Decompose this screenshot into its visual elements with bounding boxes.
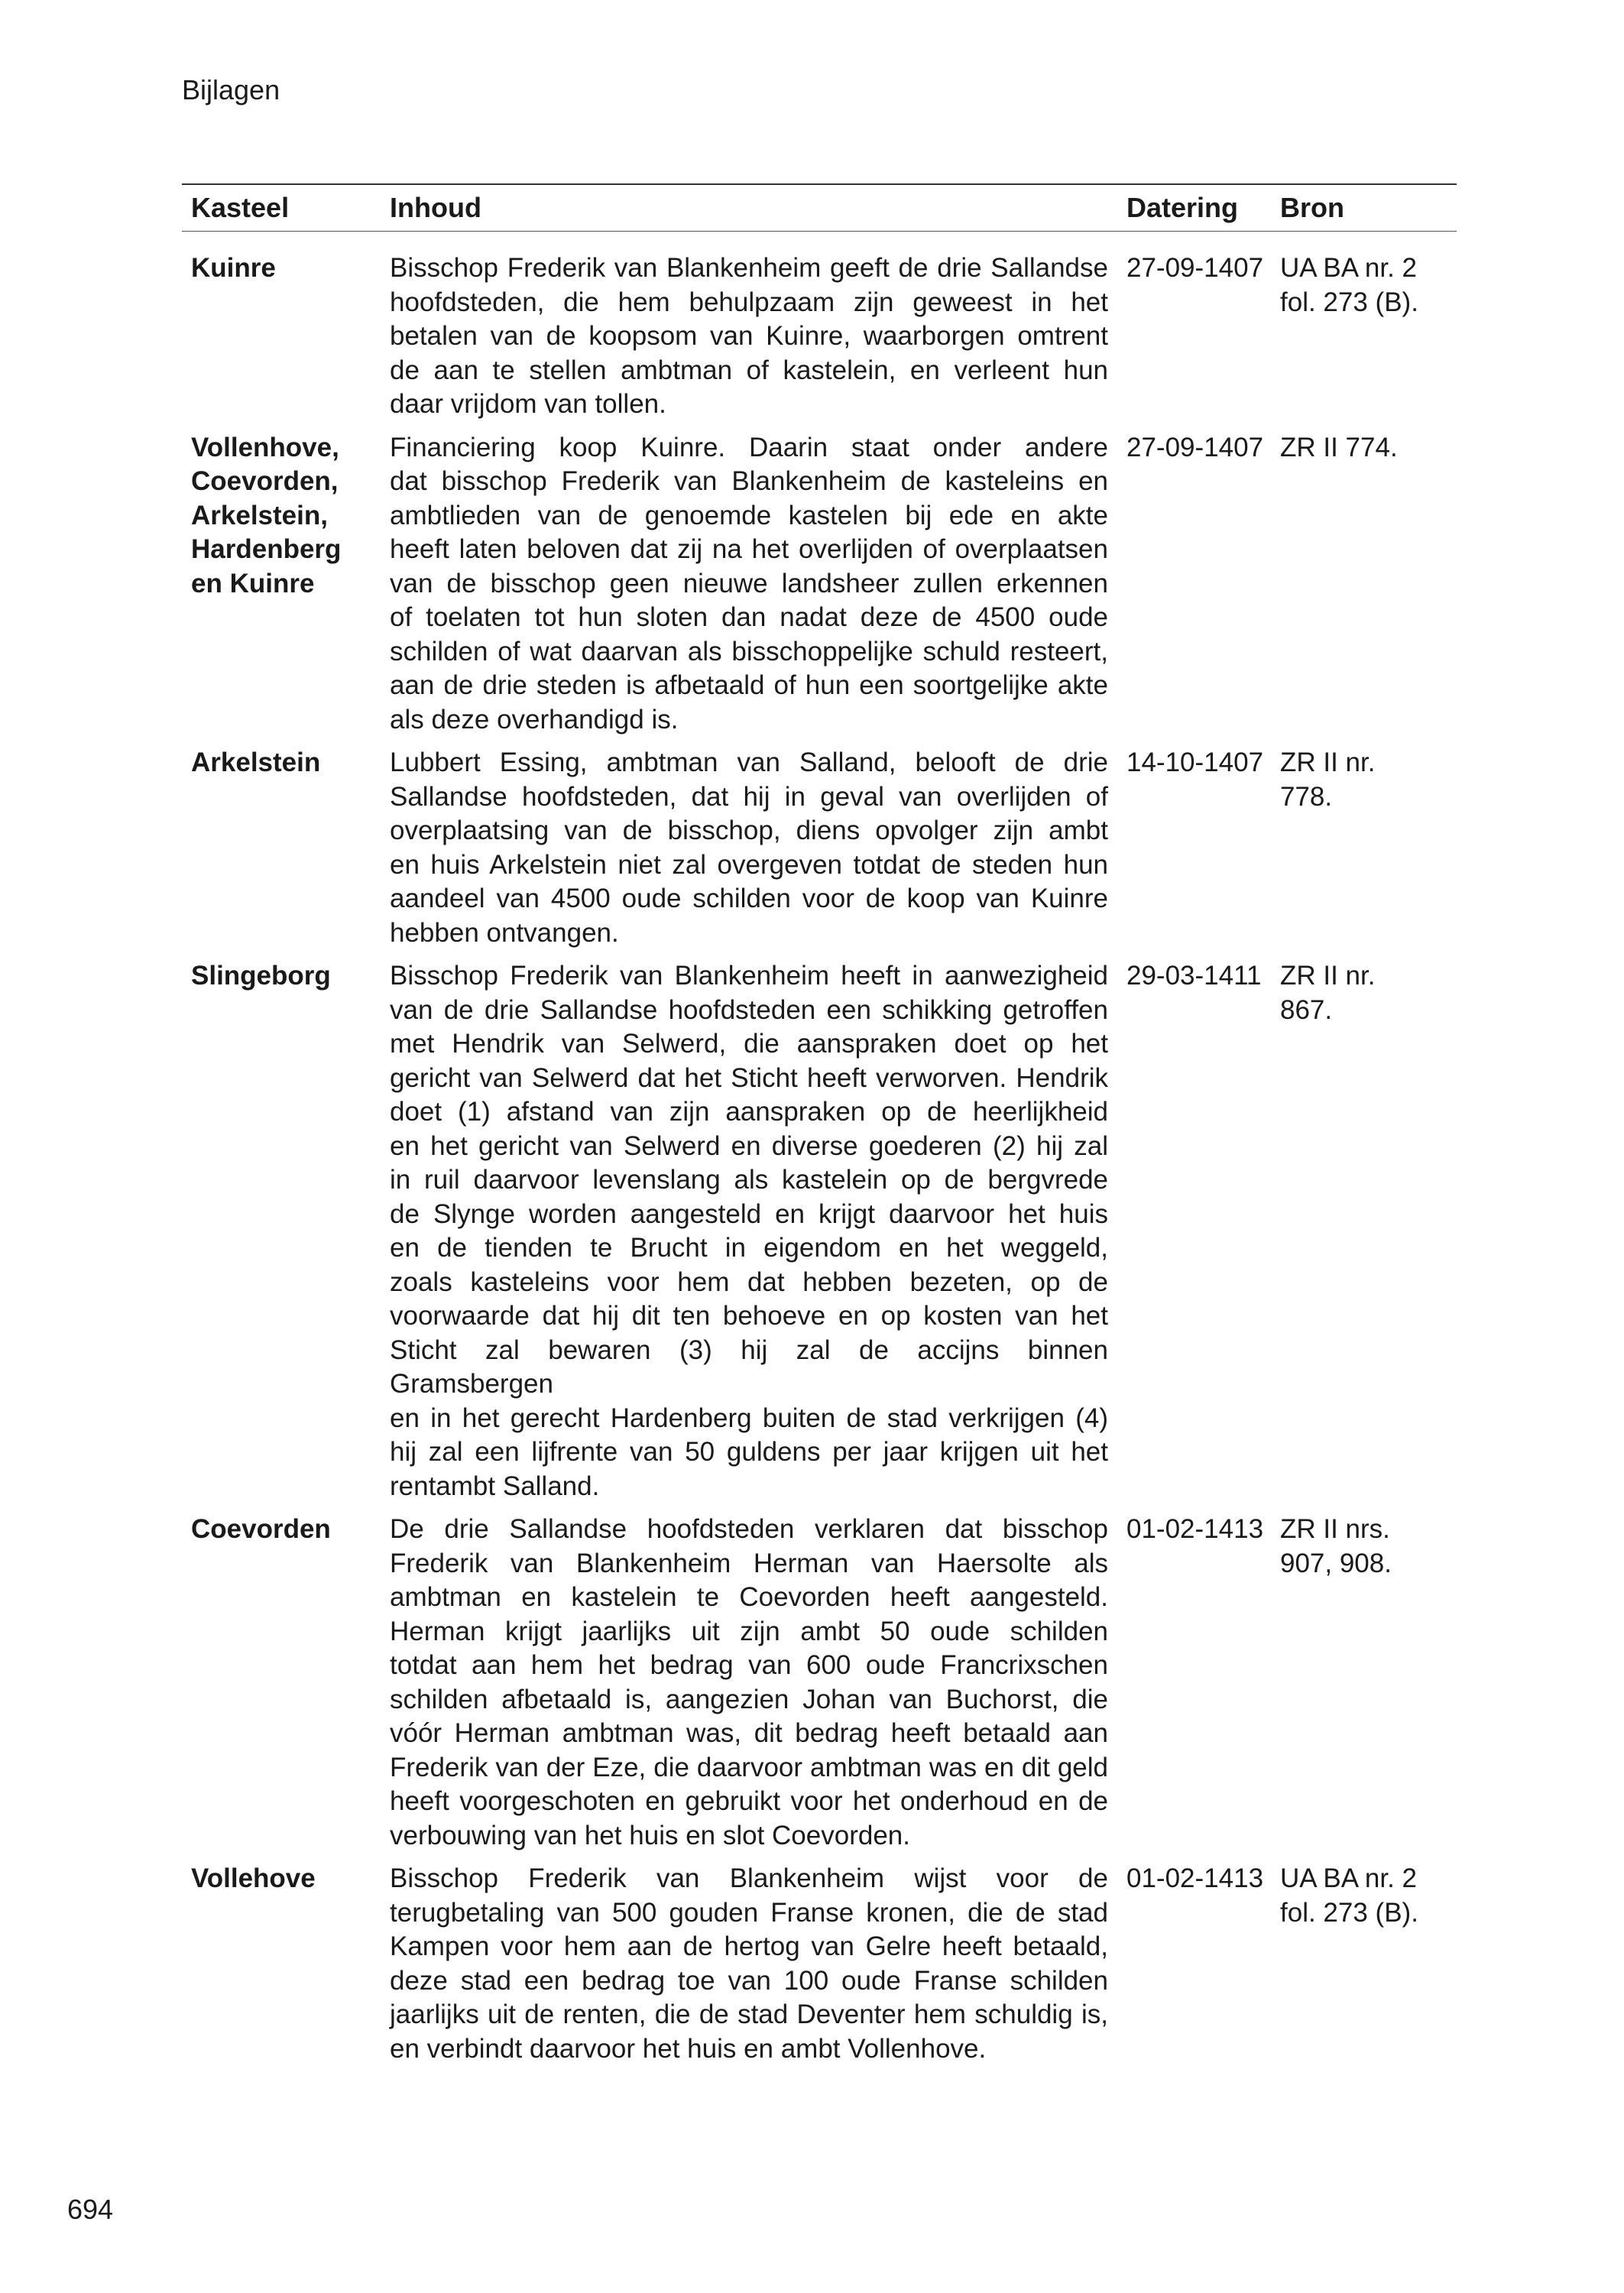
inhoud-line: of toelaten tot hun sloten dan nadat deze de 4500 oude [390,602,1108,632]
inhoud-line: dat bisschop Frederik van Blankenheim de kasteleins en [390,466,1108,496]
kasteel-line: Kuinre [191,253,276,283]
inhoud-line: Frederik van Blankenheim Herman van Haersolte als [390,1548,1108,1578]
inhoud-line: in ruil daarvoor levenslang als kastelein op de bergvrede [390,1165,1108,1195]
cell-kasteel [182,1862,390,1896]
inhoud-line: rentambt Salland. [390,1471,600,1501]
kasteel-line: Arkelstein, [191,500,328,530]
bron-line: UA BA nr. 2 [1280,253,1417,283]
kasteel-line: Slingeborg [191,961,331,991]
inhoud-line: van de drie Sallandse hoofdsteden een schikking getroffen [390,994,1108,1025]
inhoud-line: Lubbert Essing, ambtman van Salland, belooft de drie [390,748,1108,777]
inhoud-line: met Hendrik van Selwerd, die aanspraken doet op het [390,1029,1108,1059]
inhoud-line: hij zal een lijfrente van 50 guldens per jaar krijgen uit het [390,1437,1108,1467]
kasteel-line: Vollenhove, [191,432,339,462]
running-head: Bijlagen [182,74,280,105]
cell-inhoud [390,251,1108,422]
cell-kasteel [182,251,390,286]
inhoud-line: heeft voorgeschoten en gebruikt voor het onderhoud en de [390,1786,1108,1816]
cell-datering: 29-03-1411 [1126,961,1262,991]
table-row [182,251,1457,422]
inhoud-line: de aan te stellen ambtman of kastelein, en verleent hun [390,355,1108,385]
inhoud-line: en het gericht van Selwerd en diverse goederen (2) hij zal [390,1130,1108,1161]
cell-bron [1272,746,1457,814]
inhoud-line: en verbindt daarvoor het huis en ambt Vollenhove. [390,2033,987,2064]
inhoud-line: Financiering koop Kuinre. Daarin staat onder andere [390,432,1108,462]
header-kasteel: Kasteel [191,192,290,223]
kasteel-line: Vollehove [191,1863,316,1893]
table-row [182,431,1457,738]
kasteel-line: Arkelstein [191,748,321,777]
inhoud-line: aan de drie steden is afbetaald of hun een soortgelijke akte [390,670,1108,700]
inhoud-line: Bisschop Frederik van Blankenheim heeft in aanwezigheid [390,961,1108,991]
inhoud-line: hoofdsteden, die hem behulpzaam zijn geweest in het [390,287,1108,317]
cell-bron [1272,251,1457,319]
inhoud-line: Sticht zal bewaren (3) hij zal de accijns binnen Gramsbergen [390,1335,1108,1399]
bron-line: ZR II 774. [1280,432,1398,462]
inhoud-line: heeft laten beloven dat zij na het overlijden of overplaatsen [390,534,1108,564]
cell-datering: 14-10-1407 [1126,748,1264,777]
cell-bron [1272,431,1457,465]
appendix-table [182,183,1457,2066]
bron-line: 778. [1280,781,1333,812]
header-bron: Bron [1280,192,1344,223]
bron-line: 907, 908. [1280,1548,1392,1578]
bron-line: 867. [1280,994,1333,1025]
inhoud-line: Kampen voor hem aan de hertog van Gelre heeft betaald, [390,1931,1108,1961]
cell-inhoud [390,431,1108,738]
inhoud-line: De drie Sallandse hoofdsteden verklaren dat bisschop [390,1514,1108,1544]
inhoud-line: hebben ontvangen. [390,917,619,948]
inhoud-line: zoals kasteleins voor hem dat hebben bezeten, op de [390,1267,1108,1297]
kasteel-line: Coevorden [191,1514,331,1544]
cell-inhoud [390,1513,1108,1853]
cell-bron [1272,1862,1457,1930]
cell-kasteel [182,1513,390,1547]
table-body [182,232,1457,2066]
table-header [182,185,1457,232]
inhoud-line: vóór Herman ambtman was, dit bedrag heeft betaald aan [390,1718,1108,1748]
inhoud-line: als deze overhandigd is. [390,704,679,735]
inhoud-line: Herman krijgt jaarlijks uit zijn ambt 50 oude schilden [390,1616,1108,1646]
header-datering: Datering [1126,192,1239,223]
inhoud-line: terugbetaling van 500 gouden Franse kronen, die de stad [390,1897,1108,1928]
inhoud-line: deze stad een bedrag toe van 100 oude Franse schilden [390,1965,1108,1996]
bron-line: ZR II nrs. [1280,1514,1390,1544]
inhoud-line: verbouwing van het huis en slot Coevorden. [390,1820,910,1850]
bron-line: ZR II nr. [1280,748,1376,777]
bron-line: fol. 273 (B). [1280,1897,1418,1928]
kasteel-line: Coevorden, [191,466,339,496]
inhoud-line: gericht van Selwerd dat het Sticht heeft verworven. Hendrik [390,1062,1108,1093]
header-inhoud: Inhoud [390,192,481,223]
page-number: 694 [67,2194,114,2225]
inhoud-line: doet (1) afstand van zijn aanspraken op de heerlijkheid [390,1097,1108,1127]
cell-bron [1272,1513,1457,1581]
inhoud-line: Sallandse hoofdsteden, dat hij in geval van overlijden of [390,781,1108,812]
inhoud-line: overplaatsing van de bisschop, diens opvolger zijn ambt [390,816,1108,845]
cell-kasteel [182,959,390,994]
inhoud-line: betalen van de koopsom van Kuinre, waarborgen omtrent [390,321,1108,351]
cell-kasteel [182,746,390,780]
inhoud-line: schilden afbetaald is, aangezien Johan van Buchorst, die [390,1684,1108,1714]
inhoud-line: de Slynge worden aangesteld en krijgt daarvoor het huis [390,1198,1108,1229]
kasteel-line: en Kuinre [191,568,315,598]
table-row [182,1862,1457,2066]
cell-bron [1272,959,1457,1027]
inhoud-line: jaarlijks uit de renten, die de stad Deventer hem schuldig is, [390,1999,1108,2029]
inhoud-line: van de bisschop geen nieuwe landsheer zullen erkennen [390,568,1108,598]
bron-line: UA BA nr. 2 [1280,1863,1417,1893]
cell-inhoud [390,746,1108,950]
inhoud-line: en huis Arkelstein niet zal overgeven totdat de steden hun [390,849,1108,880]
table-row [182,746,1457,950]
cell-datering: 01-02-1413 [1126,1514,1264,1544]
inhoud-line: ambtlieden van de genoemde kastelen bij ede en akte [390,500,1108,530]
kasteel-line: Hardenberg [191,534,342,564]
inhoud-line: totdat aan hem het bedrag van 600 oude Francrixschen [390,1650,1108,1680]
cell-inhoud [390,959,1108,1503]
inhoud-line: Bisschop Frederik van Blankenheim wijst voor de [390,1863,1108,1893]
inhoud-line: Bisschop Frederik van Blankenheim geeft de drie Sallandse [390,253,1108,283]
cell-datering: 01-02-1413 [1126,1863,1264,1893]
cell-datering: 27-09-1407 [1126,432,1264,462]
cell-kasteel [182,431,390,602]
inhoud-line: Frederik van der Eze, die daarvoor ambtman was en dit geld [390,1752,1108,1782]
inhoud-line: schilden of wat daarvan als bisschoppelijke schuld resteert, [390,636,1108,666]
inhoud-line: en de tienden te Brucht in eigendom en het weggeld, [390,1233,1108,1263]
bron-line: ZR II nr. [1280,961,1376,991]
bron-line: fol. 273 (B). [1280,287,1418,317]
cell-datering: 27-09-1407 [1126,253,1264,283]
inhoud-line: en in het gerecht Hardenberg buiten de stad verkrijgen (4) [390,1403,1108,1433]
inhoud-line: aandeel van 4500 oude schilden voor de koop van Kuinre [390,884,1108,913]
table-row [182,959,1457,1503]
inhoud-line: daar vrijdom van tollen. [390,389,666,419]
cell-inhoud [390,1862,1108,2066]
table-row [182,1513,1457,1853]
inhoud-line: ambtman en kastelein te Coevorden heeft aangesteld. [390,1582,1108,1612]
inhoud-line: voorwaarde dat hij dit ten behoeve en op kosten van het [390,1301,1108,1331]
